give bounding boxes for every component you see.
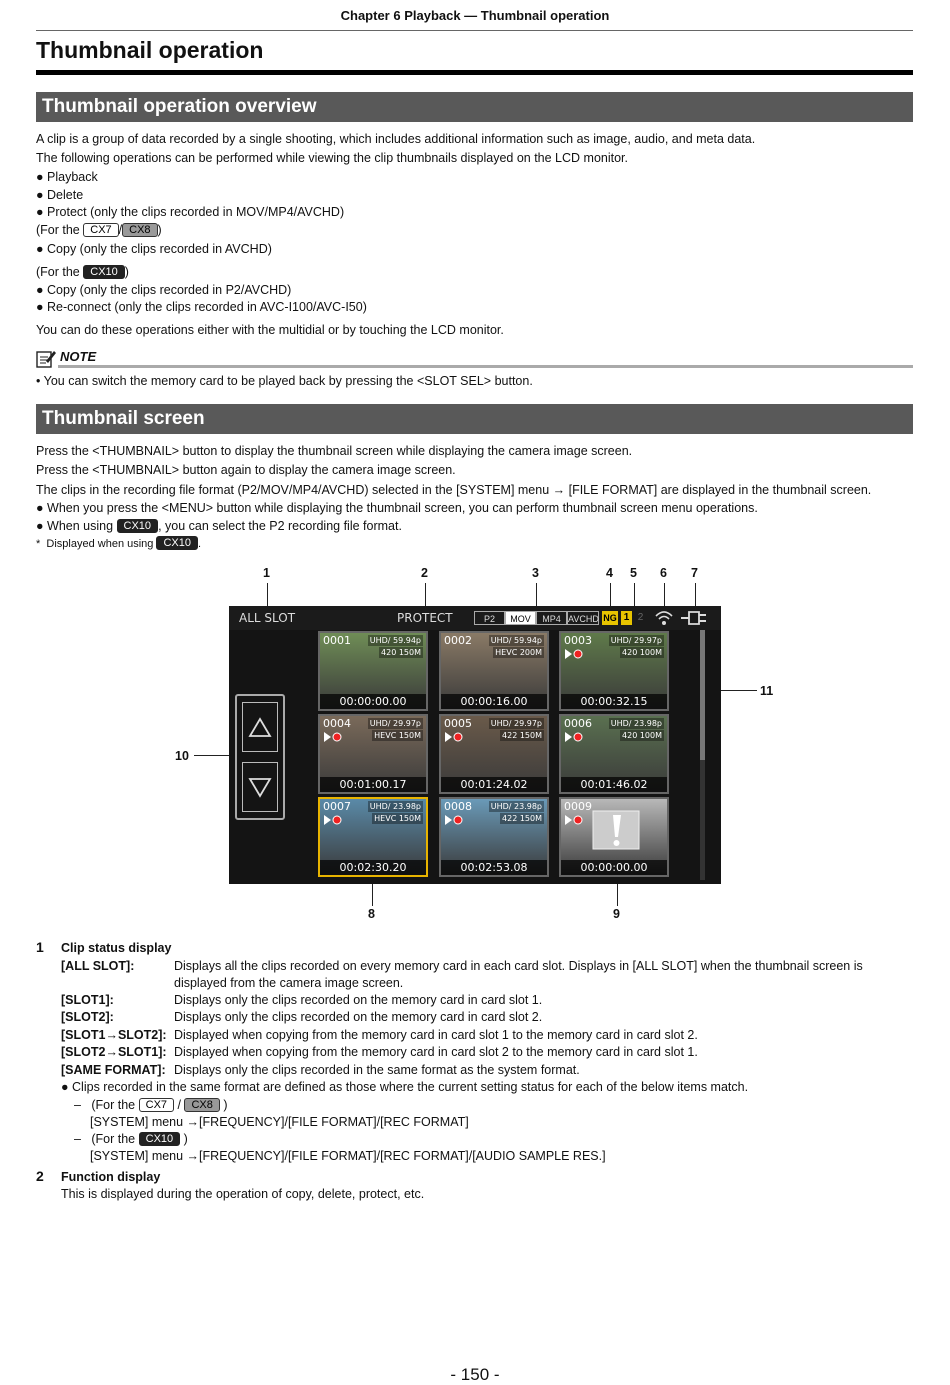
list-item-text: When using	[47, 519, 114, 533]
clip-thumbnail[interactable]	[318, 714, 428, 794]
note-label: NOTE	[60, 349, 97, 364]
condition-text: (For the	[36, 265, 80, 279]
scroll-bar-thumb[interactable]	[700, 630, 705, 760]
clip-format: UHD/ 29.97p	[490, 719, 542, 728]
clip-number: 0009	[564, 800, 592, 813]
clip-format: UHD/ 23.98p	[369, 802, 421, 811]
desc-key: [SLOT1→SLOT2]:	[61, 1028, 167, 1042]
clip-thumbnail[interactable]	[439, 631, 549, 711]
list-item-text: Re-connect (only the clips recorded in AVC-I100/AVC-I50)	[47, 300, 367, 314]
ng-indicator: NG	[603, 613, 617, 623]
callout-5: 5	[630, 566, 637, 580]
list-item: ● Protect (only the clips recorded in MOV/MP4/AVCHD)	[36, 205, 345, 219]
dash: –	[74, 1132, 81, 1146]
paragraph: You can do these operations either with the multidial or by touching the LCD monitor.	[36, 323, 504, 337]
clip-timecode: 00:00:16.00	[441, 694, 547, 709]
note-body: You can switch the memory card to be played back by pressing the <SLOT SEL> button.	[43, 374, 533, 388]
clip-codec: 422 150M	[502, 731, 542, 740]
model-tag-cx7: CX7	[83, 223, 118, 237]
list-item-text: Copy (only the clips recorded in P2/AVCHD)	[47, 283, 292, 297]
desc-value: Displayed when copying from the memory card in card slot 1 to the memory card in card slot 2.	[174, 1028, 698, 1042]
section-heading-overview: Thumbnail operation overview	[36, 92, 913, 122]
desc-title-2: Function display	[61, 1170, 161, 1184]
triangle-up-icon	[243, 703, 277, 751]
desc-title-1: Clip status display	[61, 941, 172, 955]
protect-icon	[324, 732, 342, 744]
clip-codec: 422 150M	[502, 814, 542, 823]
list-item-text: Delete	[47, 188, 84, 202]
scroll-up-button[interactable]	[242, 702, 278, 752]
list-item: ● When you press the <MENU> button while displaying the thumbnail screen, you can perform thumbnail screen menu operations.	[36, 501, 758, 515]
callout-7: 7	[691, 566, 698, 580]
note-rule	[58, 365, 913, 368]
list-item: ● Clips recorded in the same format are defined as those where the current setting status for each of the below items match.	[61, 1080, 749, 1094]
clip-codec: 420 100M	[622, 731, 662, 740]
model-tag-cx10: CX10	[83, 265, 125, 279]
list-item-text: , you can select the P2 recording file format.	[158, 519, 402, 533]
clip-thumbnail[interactable]	[318, 631, 428, 711]
list-item: ● When using CX10 , you can select the P2 recording file format.	[36, 519, 402, 533]
protect-icon	[445, 815, 463, 827]
callout-4: 4	[606, 566, 613, 580]
close-paren: )	[183, 1132, 188, 1146]
model-tag-cx10: CX10	[139, 1132, 181, 1146]
paragraph: Press the <THUMBNAIL> button to display the thumbnail screen while displaying the camera image screen.	[36, 444, 633, 458]
clip-number: 0003	[564, 634, 592, 647]
list-item: ● Copy (only the clips recorded in P2/AVCHD)	[36, 283, 292, 297]
callout-3: 3	[532, 566, 539, 580]
wireless-icon	[654, 609, 674, 632]
clip-thumbnail[interactable]	[559, 714, 669, 794]
protect-icon	[565, 732, 583, 744]
list-item: ● Copy (only the clips recorded in AVCHD)	[36, 242, 272, 256]
clip-timecode: 00:00:00.00	[561, 860, 667, 875]
clip-number: 0004	[323, 717, 351, 730]
clip-timecode: 00:00:00.00	[320, 694, 426, 709]
clip-timecode: 00:01:24.02	[441, 777, 547, 792]
desc-text-2: This is displayed during the operation of copy, delete, protect, etc.	[61, 1187, 425, 1201]
scroll-down-button[interactable]	[242, 762, 278, 812]
clip-thumbnail[interactable]	[559, 797, 669, 877]
clip-number: 0008	[444, 800, 472, 813]
clip-thumbnail[interactable]	[439, 714, 549, 794]
clip-number: 0006	[564, 717, 592, 730]
protect-icon	[445, 732, 463, 744]
callout-2: 2	[421, 566, 428, 580]
protect-icon	[324, 815, 342, 827]
format-p2: P2	[474, 611, 505, 625]
callout-6: 6	[660, 566, 667, 580]
clip-number: 0007	[323, 800, 351, 813]
note-icon	[36, 349, 56, 374]
slash: /	[118, 223, 123, 237]
page-number: - 150 -	[450, 1365, 500, 1384]
condition-text: (For the	[91, 1132, 136, 1146]
desc-key: [ALL SLOT]:	[61, 959, 135, 973]
clip-codec: 420 150M	[381, 648, 421, 657]
clip-format: UHD/ 59.94p	[369, 636, 421, 645]
clip-number: 0002	[444, 634, 472, 647]
callout-1: 1	[263, 566, 270, 580]
desc-number-2: 2	[36, 1168, 44, 1184]
clip-codec: HEVC 150M	[374, 731, 421, 740]
clip-timecode: 00:02:53.08	[441, 860, 547, 875]
clip-timecode: 00:02:30.20	[320, 860, 426, 875]
protect-icon	[565, 815, 583, 827]
format-mov: MOV	[505, 611, 536, 625]
warning-icon	[591, 805, 641, 860]
model-tag-cx10: CX10	[117, 519, 159, 533]
menu-path: [SYSTEM] menu →[FREQUENCY]/[FILE FORMAT]/[REC FORMAT]	[90, 1115, 469, 1129]
clip-number: 0001	[323, 634, 351, 647]
format-avchd: AVCHD	[567, 611, 599, 625]
triangle-down-icon	[243, 763, 277, 811]
model-condition	[36, 222, 162, 238]
section-heading-thumbnail-screen: Thumbnail screen	[36, 404, 913, 434]
condition-text: (For the	[36, 223, 80, 237]
model-tag-cx10: CX10	[156, 536, 198, 550]
callout-8: 8	[368, 907, 375, 921]
desc-key: [SLOT1]:	[61, 993, 114, 1007]
list-item-text: Playback	[47, 170, 98, 184]
clip-thumbnail[interactable]	[318, 797, 428, 877]
clip-format: UHD/ 29.97p	[610, 636, 662, 645]
footnote-text: Displayed when using	[46, 538, 154, 550]
footnote-end: .	[198, 538, 202, 550]
slot1-indicator: 1	[621, 611, 632, 625]
callout-9: 9	[613, 907, 620, 921]
list-item-text: Protect (only the clips recorded in MOV/MP4/AVCHD)	[47, 205, 345, 219]
paragraph: Press the <THUMBNAIL> button again to display the camera image screen.	[36, 463, 456, 477]
protect-icon	[565, 649, 583, 661]
clip-number: 0005	[444, 717, 472, 730]
desc-value: Displays all the clips recorded on every memory card in each card slot. Displays in [ALL SLOT] when the thumbnail screen is	[174, 959, 863, 973]
desc-number-1: 1	[36, 939, 44, 955]
dash: –	[74, 1098, 81, 1112]
chapter-header: Chapter 6 Playback — Thumbnail operation	[340, 8, 610, 23]
desc-value: Displays only the clips recorded on the memory card in card slot 1.	[174, 993, 543, 1007]
header-rule	[36, 30, 913, 31]
clip-codec: 420 100M	[622, 648, 662, 657]
slash: /	[177, 1098, 181, 1112]
desc-value: Displays only the clips recorded on the memory card in card slot 2.	[174, 1010, 543, 1024]
note-text: • You can switch the memory card to be played back by pressing the <SLOT SEL> button.	[36, 374, 533, 388]
list-item-text: Clips recorded in the same format are defined as those where the current setting status for each of the below items match.	[72, 1080, 749, 1094]
desc-key: [SLOT2]:	[61, 1010, 114, 1024]
title-rule	[36, 70, 913, 75]
desc-key: [SLOT2→SLOT1]:	[61, 1045, 167, 1059]
function-display: PROTECT	[397, 611, 453, 625]
close-paren: )	[223, 1098, 228, 1112]
clip-thumbnail[interactable]	[439, 797, 549, 877]
power-plug-icon	[679, 610, 709, 631]
desc-key: [SAME FORMAT]:	[61, 1063, 166, 1077]
page-title: Thumbnail operation	[36, 37, 264, 63]
condition-text: (For the	[91, 1098, 136, 1112]
paragraph: A clip is a group of data recorded by a single shooting, which includes additional information such as image, audio, and meta data.	[36, 132, 756, 146]
desc-value: Displays only the clips recorded in the same format as the system format.	[174, 1063, 580, 1077]
paragraph: The following operations can be performed while viewing the clip thumbnails displayed on the LCD monitor.	[36, 151, 628, 165]
list-item-text: Copy (only the clips recorded in AVCHD)	[47, 242, 272, 256]
clip-thumbnail[interactable]	[559, 631, 669, 711]
slot2-indicator: 2	[637, 612, 644, 623]
list-item: ● Playback	[36, 170, 98, 184]
clip-format: UHD/ 29.97p	[369, 719, 421, 728]
footnote: * Displayed when using CX10 .	[36, 537, 202, 550]
clip-codec: HEVC 200M	[495, 648, 542, 657]
clip-status-display: ALL SLOT	[239, 611, 296, 625]
model-condition	[74, 1097, 228, 1114]
clip-timecode: 00:00:32.15	[561, 694, 667, 709]
close-paren: )	[157, 223, 162, 237]
desc-value: Displayed when copying from the memory card in card slot 2 to the memory card in card slot 1.	[174, 1045, 698, 1059]
clip-codec: HEVC 150M	[374, 814, 421, 823]
clip-format: UHD/ 23.98p	[610, 719, 662, 728]
menu-path: [SYSTEM] menu →[FREQUENCY]/[FILE FORMAT]/[REC FORMAT]/[AUDIO SAMPLE RES.]	[90, 1149, 606, 1163]
callout-10: 10	[175, 749, 189, 763]
model-tag-cx7: CX7	[139, 1098, 174, 1112]
desc-value: displayed from the camera image screen.	[174, 976, 404, 990]
model-condition	[36, 264, 129, 280]
list-item: ● Delete	[36, 188, 84, 202]
clip-timecode: 00:01:46.02	[561, 777, 667, 792]
close-paren: )	[124, 265, 129, 279]
model-condition	[74, 1131, 188, 1148]
scroll-arrow-panel	[235, 694, 285, 820]
model-tag-cx8: CX8	[122, 223, 157, 237]
callout-11: 11	[760, 684, 774, 698]
list-item: ● Re-connect (only the clips recorded in AVC-I100/AVC-I50)	[36, 300, 367, 314]
clip-format: UHD/ 59.94p	[490, 636, 542, 645]
clip-format: UHD/ 23.98p	[490, 802, 542, 811]
paragraph: The clips in the recording file format (P2/MOV/MP4/AVCHD) selected in the [SYSTEM] menu → [FILE FORMAT] are displayed in the thumbnail screen.	[36, 483, 872, 497]
thumbnail-screen	[229, 606, 721, 884]
model-tag-cx8: CX8	[184, 1098, 219, 1112]
format-mp4: MP4	[536, 611, 567, 625]
list-item-text: When you press the <MENU> button while displaying the thumbnail screen, you can perform thumbnail screen menu operations.	[47, 501, 758, 515]
clip-timecode: 00:01:00.17	[320, 777, 426, 792]
